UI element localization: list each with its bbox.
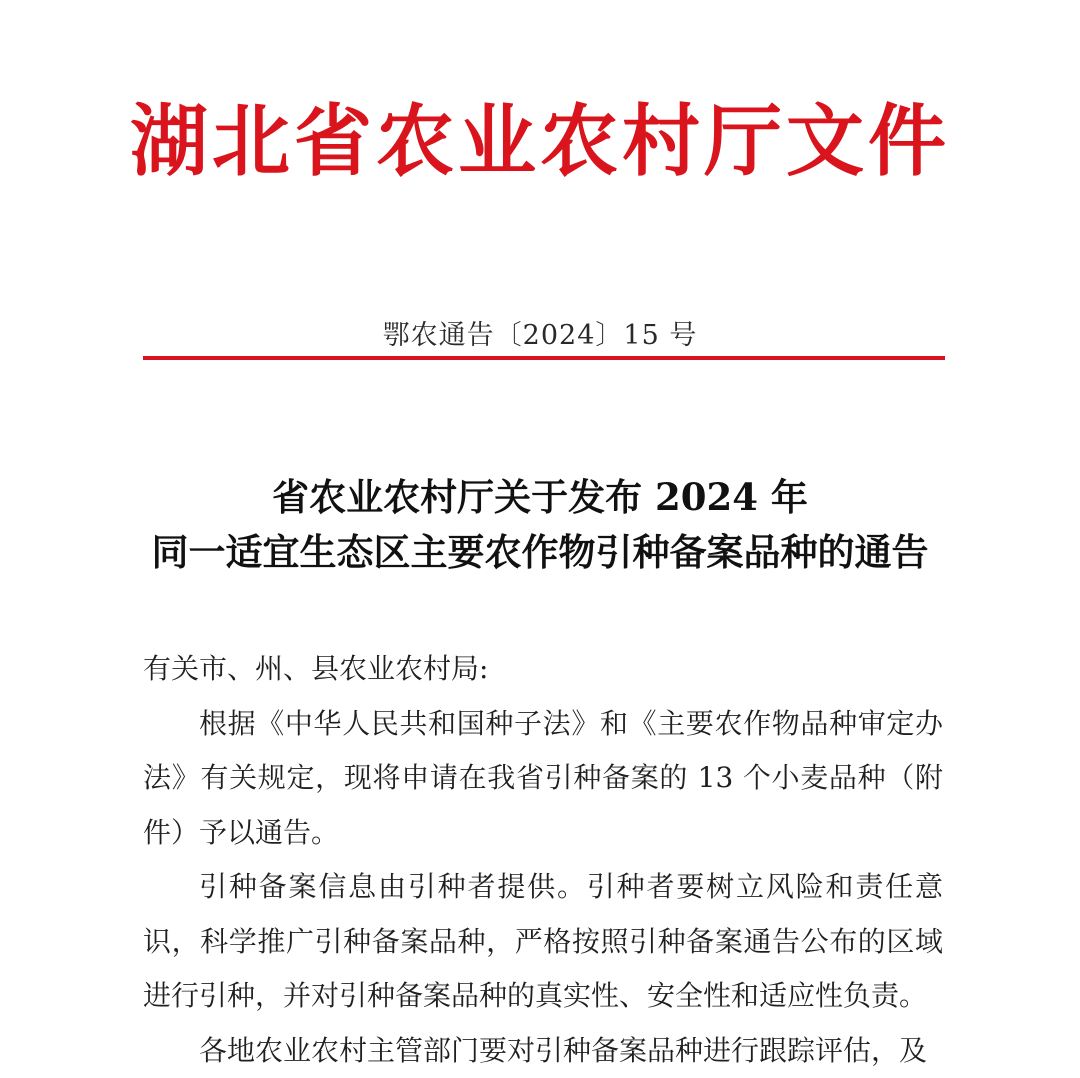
document-number: 鄂农通告〔2024〕15 号 — [0, 318, 1080, 354]
body-paragraph-1: 根据《中华人民共和国种子法》和《主要农作物品种审定办法》有关规定，现将申请在我省引种备案的 13 个小麦品种（附件）予以通告。 — [143, 697, 943, 861]
red-separator-line — [143, 356, 945, 360]
issuer-masthead: 湖北省农业农村厅文件 — [0, 92, 1080, 192]
title-line-2: 同一适宜生态区主要农作物引种备案品种的通告 — [60, 525, 1020, 580]
document-body — [143, 642, 943, 1078]
body-paragraph-2: 引种备案信息由引种者提供。引种者要树立风险和责任意识，科学推广引种备案品种，严格按照引种备案通告公布的区域进行引种，并对引种备案品种的真实性、安全性和适应性负责。 — [143, 860, 943, 1024]
salutation: 有关市、州、县农业农村局: — [143, 642, 943, 697]
document-title — [60, 470, 1020, 580]
title-line-1: 省农业农村厅关于发布 2024 年 — [60, 470, 1020, 525]
body-paragraph-3: 各地农业农村主管部门要对引种备案品种进行跟踪评估，及 — [143, 1024, 943, 1078]
